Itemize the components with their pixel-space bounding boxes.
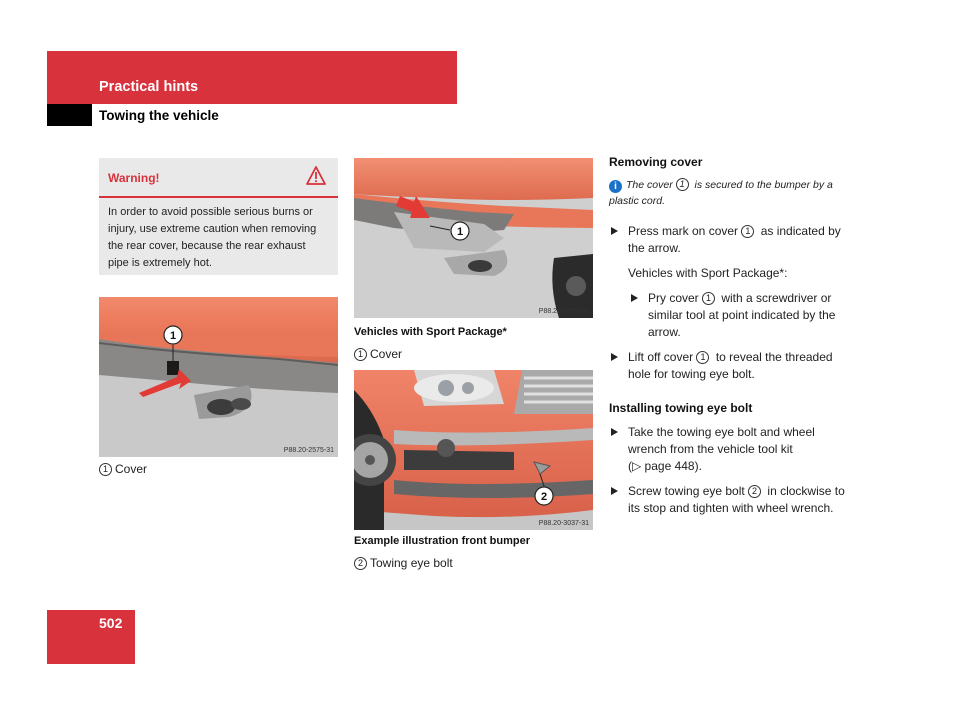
step-screw-bolt: Screw towing eye bolt 2 in clockwise to its stop and tighten with wheel wrench. bbox=[609, 483, 849, 517]
step-press-mark: Press mark on cover 1 as indicated by the arrow. bbox=[609, 223, 849, 257]
callout-number: 1 bbox=[99, 463, 112, 476]
figure-caption-eye-bolt: 2 Towing eye bolt bbox=[354, 556, 453, 570]
warning-label: Warning! bbox=[108, 171, 160, 185]
warning-header bbox=[99, 158, 338, 198]
bullet-arrow-icon bbox=[611, 227, 618, 235]
section-title: Practical hints bbox=[99, 79, 199, 95]
bullet-arrow-icon bbox=[611, 353, 618, 361]
callout-number: 2 bbox=[354, 557, 367, 570]
bullet-arrow-icon bbox=[611, 428, 618, 436]
header-band bbox=[47, 51, 457, 104]
figure-title-front: Example illustration front bumper bbox=[354, 535, 531, 547]
figure-caption-cover: 1 Cover bbox=[99, 462, 147, 476]
header-tab bbox=[47, 104, 92, 126]
removing-heading: Removing cover bbox=[609, 155, 703, 169]
step-take-bolt: Take the towing eye bolt and wheel wrench from the vehicle tool kit (▷ page 448). bbox=[609, 424, 849, 475]
installing-heading: Installing towing eye bolt bbox=[609, 401, 753, 415]
sport-bumper-photo bbox=[354, 158, 593, 318]
info-icon: i bbox=[609, 180, 622, 193]
bullet-arrow-icon bbox=[611, 487, 618, 495]
info-note: i The cover 1 is secured to the bumper by a plastic cord. bbox=[609, 179, 833, 207]
callout-1-label: 1 bbox=[169, 330, 177, 342]
photo-code: P88.20-3037-31 bbox=[538, 520, 589, 527]
photo-code: P88.20-2859-31 bbox=[538, 308, 589, 315]
figure-caption-cover: 1 Cover bbox=[354, 347, 402, 361]
page-reference-link[interactable]: (▷ page 448). bbox=[628, 459, 702, 473]
warning-text: In order to avoid possible serious burns or injury, use extreme caution when removing the rear cover, because the rear exhaust pipe is extremely hot. bbox=[108, 206, 317, 269]
step-lift-cover: Lift off cover 1 to reveal the threaded hole for towing eye bolt. bbox=[609, 349, 849, 383]
subsection-title: Towing the vehicle bbox=[99, 108, 219, 123]
figure-title-sport: Vehicles with Sport Package* bbox=[354, 326, 507, 338]
callout-1-label: 1 bbox=[456, 226, 464, 238]
warning-box bbox=[99, 158, 338, 275]
page-number: 502 bbox=[99, 615, 123, 631]
callout-2-label: 2 bbox=[540, 491, 548, 503]
rear-bumper-photo bbox=[99, 297, 338, 457]
callout-number: 1 bbox=[354, 348, 367, 361]
photo-code: P88.20-2575-31 bbox=[283, 447, 334, 454]
step-pry-cover: Pry cover 1 with a screwdriver or similar tool at point indicated by the arrow. bbox=[609, 290, 849, 341]
front-bumper-photo bbox=[354, 370, 593, 530]
instructions-column bbox=[609, 155, 849, 517]
warning-triangle-icon bbox=[306, 166, 326, 190]
sport-package-label: Vehicles with Sport Package*: bbox=[628, 266, 788, 280]
bullet-arrow-icon bbox=[631, 294, 638, 302]
